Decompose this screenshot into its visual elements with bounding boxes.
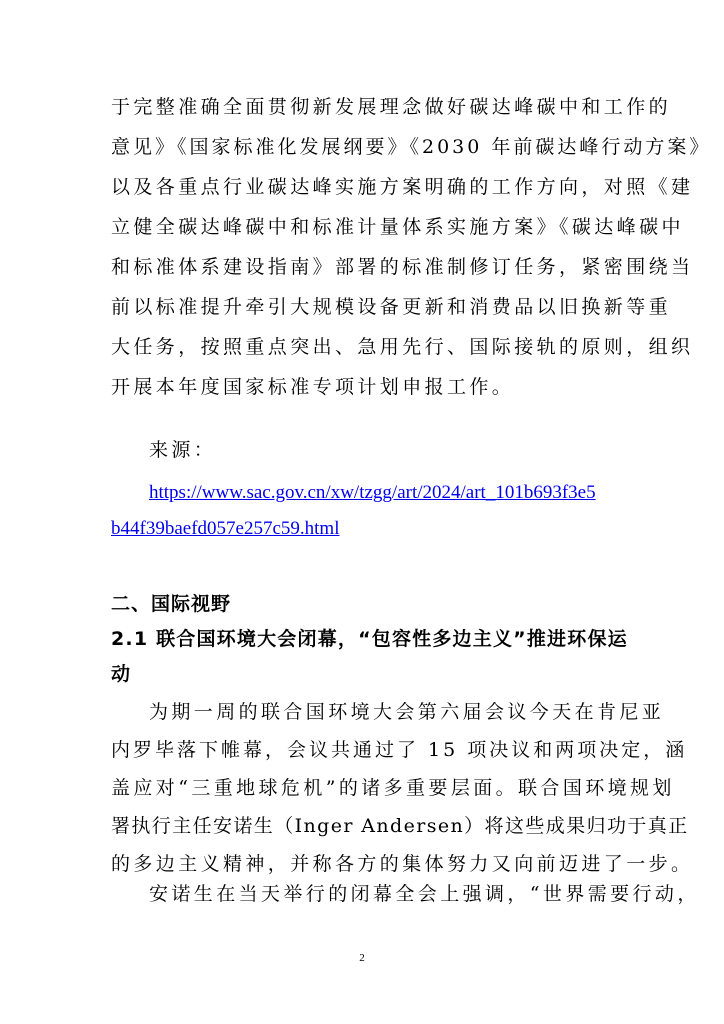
paragraph-3-line-1: 安诺生在当天举行的闭幕全会上强调，“世界需要行动， bbox=[149, 883, 700, 905]
paragraph-1-line-5: 和标准体系建设指南》部署的标准制修订任务，紧密围绕当 bbox=[111, 256, 694, 278]
source-link-part-1[interactable]: https://www.sac.gov.cn/xw/tzgg/art/2024/art_101b693f3e5 bbox=[149, 482, 596, 503]
paragraph-1-line-2: 意见》《国家标准化发展纲要》《2030 年前碳达峰行动方案》 bbox=[111, 136, 712, 158]
paragraph-2-line-5: 的多边主义精神，并称各方的集体努力又向前迈进了一步。 bbox=[111, 853, 694, 875]
source-link-part-2[interactable]: b44f39baefd057e257c59.html bbox=[111, 518, 340, 539]
subsection-title-line-1: 2.1 联合国环境大会闭幕，“包容性多边主义”推进环保运 bbox=[111, 628, 628, 650]
source-label: 来源： bbox=[149, 439, 217, 461]
paragraph-2-line-3: 盖应对“三重地球危机”的诸多重要层面。联合国环境规划 bbox=[111, 777, 675, 799]
paragraph-2-line-2: 内罗毕落下帷幕，会议共通过了 15 项决议和两项决定，涵 bbox=[111, 739, 688, 761]
paragraph-1-line-6: 前以标准提升牵引大规模设备更新和消费品以旧换新等重 bbox=[111, 296, 672, 318]
paragraph-1-line-4: 立健全碳达峰碳中和标准计量体系实施方案》《碳达峰碳中 bbox=[111, 216, 684, 238]
paragraph-1-line-3: 以及各重点行业碳达峰实施方案明确的工作方向，对照《建 bbox=[111, 176, 694, 198]
page-number: 2 bbox=[359, 952, 365, 964]
paragraph-2-line-1: 为期一周的联合国环境大会第六届会议今天在肯尼亚 bbox=[149, 701, 665, 723]
subsection-title-line-2: 动 bbox=[111, 663, 132, 685]
source-link-line-1[interactable] bbox=[149, 480, 649, 505]
paragraph-1-line-8: 开展本年度国家标准专项计划申报工作。 bbox=[111, 376, 515, 398]
section-title: 二、国际视野 bbox=[111, 593, 232, 615]
paragraph-1-line-7: 大任务，按照重点突出、急用先行、国际接轨的原则，组织 bbox=[111, 336, 694, 358]
source-link-line-2[interactable] bbox=[111, 516, 611, 541]
paragraph-2-line-4: 署执行主任安诺生（Inger Andersen）将这些成果归功于真正 bbox=[111, 815, 689, 837]
paragraph-1-line-1: 于完整准确全面贯彻新发展理念做好碳达峰碳中和工作的 bbox=[111, 96, 672, 118]
